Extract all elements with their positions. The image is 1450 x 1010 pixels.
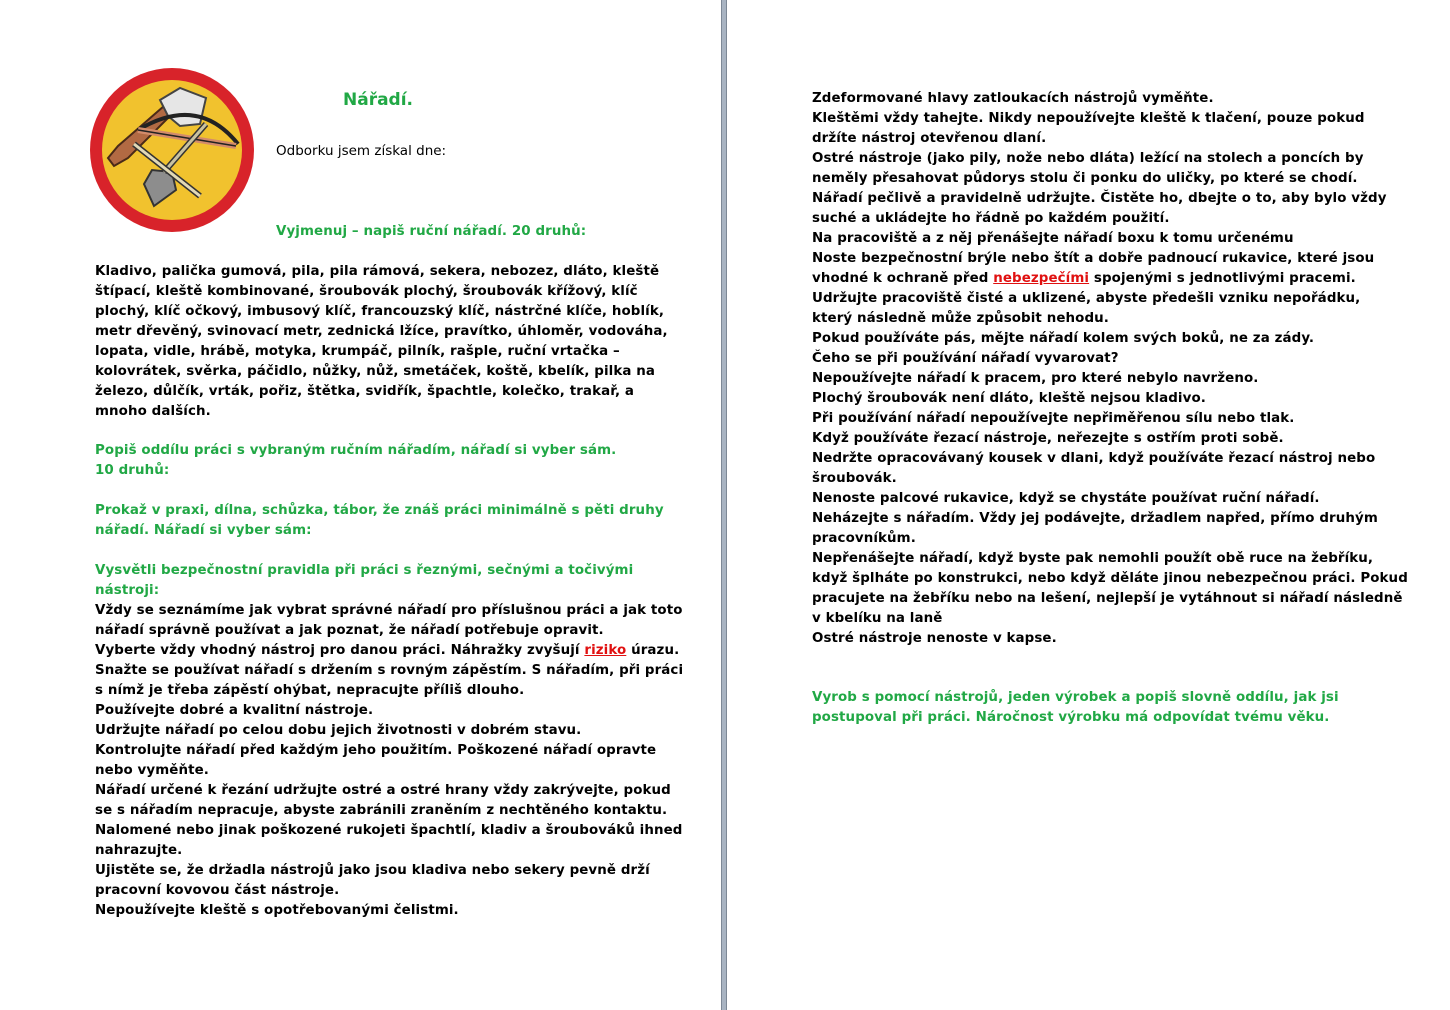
text-line: nářadí správně používat a jak poznat, že nářadí potřebuje opravit. xyxy=(95,623,604,638)
text-line: suché a ukládejte ho řádně po každém použití. xyxy=(812,211,1170,226)
text-line: metr dřevěný, svinovací metr, zednická lžíce, pravítko, úhloměr, vodováha, xyxy=(95,324,668,339)
text-line: nahrazujte. xyxy=(95,843,183,858)
text-line: lopata, vidle, hrábě, motyka, krumpáč, pilník, rašple, ruční vrtačka – xyxy=(95,344,620,359)
text-line: Prokaž v praxi, dílna, schůzka, tábor, že znáš práci minimálně s pěti druhy xyxy=(95,503,664,518)
text-line: pracovní kovovou část nástroje. xyxy=(95,883,340,898)
badge-date-label: Odborku jsem získal dne: xyxy=(276,143,447,159)
text-line: štípací, kleště kombinované, šroubovák plochý, šroubovák křížový, klíč xyxy=(95,284,638,299)
text-line: Nářadí určené k řezání udržujte ostré a ostré hrany vždy zakrývejte, pokud xyxy=(95,783,671,798)
text-line: Když používáte řezací nástroje, neřezejte s ostřím proti sobě. xyxy=(812,431,1284,446)
section-heading-make-product xyxy=(812,688,1339,728)
text-line: nástroji: xyxy=(95,583,160,598)
text-line: Nepoužívejte nářadí k pracem, pro které nebylo navrženo. xyxy=(812,371,1259,386)
text-line: Ostré nástroje (jako pily, nože nebo dláta) ležící na stolech a poncích by xyxy=(812,151,1364,166)
text-line: Plochý šroubovák není dláto, kleště nejsou kladivo. xyxy=(812,391,1206,406)
text-line: Neházejte s nářadím. Vždy jej podávejte, držadlem napřed, přímo druhým xyxy=(812,511,1378,526)
text-line-with-link xyxy=(812,269,1408,289)
text-line: Nepoužívejte kleště s opotřebovanými čelistmi. xyxy=(95,903,459,918)
text-fragment: vhodné k ochraně před xyxy=(812,271,994,286)
document-page-left xyxy=(0,0,721,1010)
text-line: Vždy se seznámíme jak vybrat správné nářadí pro příslušnou práci a jak toto xyxy=(95,603,683,618)
text-line: postupoval při práci. Náročnost výrobku má odpovídat tvému věku. xyxy=(812,710,1330,725)
text-line: Vysvětli bezpečnostní pravidla při práci s řeznými, sečnými a točivými xyxy=(95,563,634,578)
section-heading-prove-practice xyxy=(95,501,664,541)
text-line: Udržujte nářadí po celou dobu jejich životnosti v dobrém stavu. xyxy=(95,723,582,738)
text-line: Nenoste palcové rukavice, když se chystáte používat ruční nářadí. xyxy=(812,491,1320,506)
text-line: Kontrolujte nářadí před každým jeho použitím. Poškozené nářadí opravte xyxy=(95,743,657,758)
text-line: Nepřenášejte nářadí, když byste pak nemohli použít obě ruce na žebříku, xyxy=(812,551,1374,566)
safety-rules-continued xyxy=(812,89,1408,649)
text-line: Při používání nářadí nepoužívejte nepřiměřenou sílu nebo tlak. xyxy=(812,411,1295,426)
text-line: kolovrátek, svěrka, páčidlo, nůžky, nůž, smetáček, koště, kbelík, pilka na xyxy=(95,364,656,379)
text-line: když šplháte po konstrukci, nebo když děláte jinou nebezpečnou práci. Pokud xyxy=(812,571,1408,586)
text-line: Nalomené nebo jinak poškozené rukojeti špachtlí, kladiv a šroubováků ihned xyxy=(95,823,683,838)
text-line: Snažte se používat nářadí s držením s rovným zápěstím. S nářadím, při práci xyxy=(95,663,684,678)
safety-rules-paragraph xyxy=(95,601,683,921)
text-line: Čeho se při používání nářadí vyvarovat? xyxy=(812,351,1119,366)
text-line: 10 druhů: xyxy=(95,463,170,478)
page-title: Nářadí. xyxy=(343,90,414,110)
text-line: držíte nástroj otevřenou dlaní. xyxy=(812,131,1047,146)
text-line: v kbelíku na laně xyxy=(812,611,943,626)
text-line: Udržujte pracoviště čisté a uklizené, abyste předešli vzniku nepořádku, xyxy=(812,291,1361,306)
text-line: Nedržte opracovávaný kousek v dlani, když používáte řezací nástroj nebo xyxy=(812,451,1376,466)
text-line: plochý, klíč očkový, imbusový klíč, francouzský klíč, nástrčné klíče, hoblík, xyxy=(95,304,665,319)
text-line: Nářadí pečlivě a pravidelně udržujte. Čistěte ho, dbejte o to, aby bylo vždy xyxy=(812,191,1387,206)
dangers-hyperlink[interactable]: nebezpečími xyxy=(993,271,1090,286)
text-line: Pokud používáte pás, mějte nářadí kolem svých boků, ne za zády. xyxy=(812,331,1315,346)
text-line: Na pracoviště a z něj přenášejte nářadí boxu k tomu určenému xyxy=(812,231,1294,246)
text-line: Kleštěmi vždy tahejte. Nikdy nepoužívejte kleště k tlačení, pouze pokud xyxy=(812,111,1365,126)
text-line: Kladivo, palička gumová, pila, pila rámová, sekera, nebozez, dláto, kleště xyxy=(95,264,660,279)
section-heading-safety-rules xyxy=(95,561,633,601)
text-line: mnoho dalších. xyxy=(95,404,211,419)
text-line: neměly přesahovat půdorys stolu či ponku do uličky, po které se chodí. xyxy=(812,171,1358,186)
text-line: se s nářadím nepracuje, abyste zabránili zraněním z nechtěného kontaktu. xyxy=(95,803,668,818)
text-line: Vyrob s pomocí nástrojů, jeden výrobek a popiš slovně oddílu, jak jsi xyxy=(812,690,1339,705)
text-line: Ujistěte se, že držadla nástrojů jako jsou kladiva nebo sekery pevně drží xyxy=(95,863,650,878)
tools-list-paragraph xyxy=(95,262,668,422)
text-line: Zdeformované hlavy zatloukacích nástrojů vyměňte. xyxy=(812,91,1214,106)
text-line: Ostré nástroje nenoste v kapse. xyxy=(812,631,1057,646)
risk-hyperlink[interactable]: riziko xyxy=(584,643,627,658)
text-line: nářadí. Nářadí si vyber sám: xyxy=(95,523,312,538)
text-fragment: Vyberte vždy vhodný nástroj pro danou práci. Náhražky zvyšují xyxy=(95,643,585,658)
text-line: Popiš oddílu práci s vybraným ručním nářadím, nářadí si vyber sám. xyxy=(95,443,617,458)
text-line: pracovníkům. xyxy=(812,531,916,546)
tools-badge-icon xyxy=(88,66,256,234)
text-line: Používejte dobré a kvalitní nástroje. xyxy=(95,703,374,718)
text-line-with-link xyxy=(95,641,683,661)
text-line: šroubovák. xyxy=(812,471,897,486)
text-line: železo, důlčík, vrták, pořiz, štětka, svidřík, špachtle, kolečko, trakař, a xyxy=(95,384,635,399)
document-page-right xyxy=(727,0,1450,1010)
text-line: který následně může způsobit nehodu. xyxy=(812,311,1109,326)
text-line: nebo vyměňte. xyxy=(95,763,209,778)
section-heading-list-tools: Vyjmenuj – napiš ruční nářadí. 20 druhů: xyxy=(276,224,587,239)
text-fragment: úrazu. xyxy=(626,643,680,658)
text-line: pracujete na žebříku nebo na lešení, nejlepší je vytáhnout si nářadí následně xyxy=(812,591,1403,606)
section-heading-describe-work xyxy=(95,441,616,481)
text-line: Noste bezpečnostní brýle nebo štít a dobře padnoucí rukavice, které jsou xyxy=(812,251,1375,266)
text-fragment: spojenými s jednotlivými pracemi. xyxy=(1089,271,1356,286)
text-line: s nímž je třeba zápěstí ohýbat, nepracujte příliš dlouho. xyxy=(95,683,525,698)
